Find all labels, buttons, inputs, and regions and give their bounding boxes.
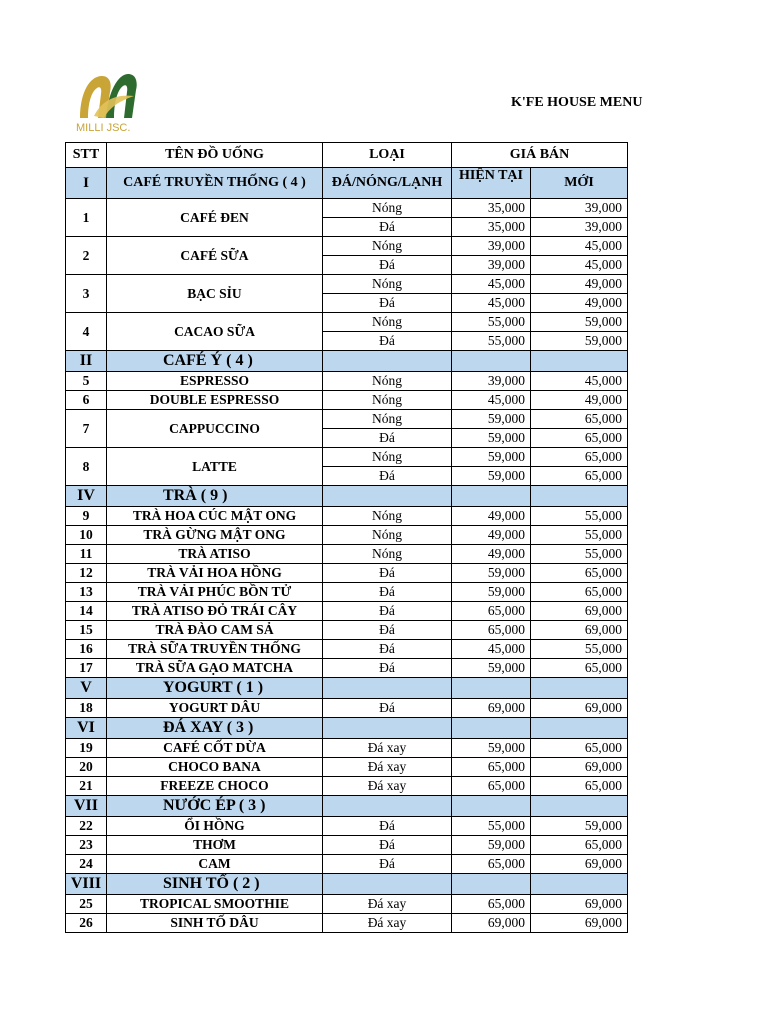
- section-blank: [323, 678, 452, 699]
- item-current-price: 65,000: [452, 602, 531, 621]
- section-number: VIII: [66, 874, 107, 895]
- column-header-name: TÊN ĐỒ UỐNG: [107, 143, 323, 168]
- item-number: 25: [66, 895, 107, 914]
- table-row: [66, 583, 628, 602]
- section-blank: [452, 351, 531, 372]
- item-type: Đá xay: [323, 758, 452, 777]
- item-number: 24: [66, 855, 107, 874]
- section-blank: [452, 874, 531, 895]
- table-row: [66, 758, 628, 777]
- item-new-price: 59,000: [531, 313, 628, 332]
- column-header-stt: STT: [66, 143, 107, 168]
- item-new-price: 49,000: [531, 391, 628, 410]
- item-current-price: 39,000: [452, 256, 531, 275]
- item-current-price: 39,000: [452, 372, 531, 391]
- section-row: [66, 796, 628, 817]
- item-new-price: 65,000: [531, 739, 628, 758]
- item-name: FREEZE CHOCO: [107, 777, 323, 796]
- table-row: [66, 275, 628, 294]
- section-number: VII: [66, 796, 107, 817]
- section-row: [66, 351, 628, 372]
- item-new-price: 55,000: [531, 640, 628, 659]
- item-type: Đá: [323, 294, 452, 313]
- item-name: CAM: [107, 855, 323, 874]
- column-header-price: GIÁ BÁN: [452, 143, 628, 168]
- item-current-price: 59,000: [452, 836, 531, 855]
- item-new-price: 45,000: [531, 256, 628, 275]
- item-type: Nóng: [323, 237, 452, 256]
- item-new-price: 65,000: [531, 659, 628, 678]
- section-blank: [452, 796, 531, 817]
- item-name: TRÀ ĐÀO CAM SẢ: [107, 621, 323, 640]
- item-name: BẠC SỈU: [107, 275, 323, 313]
- item-current-price: 65,000: [452, 855, 531, 874]
- item-current-price: 65,000: [452, 621, 531, 640]
- item-new-price: 69,000: [531, 895, 628, 914]
- table-row: [66, 895, 628, 914]
- item-new-price: 39,000: [531, 218, 628, 237]
- item-type: Đá xay: [323, 895, 452, 914]
- section-blank: [531, 796, 628, 817]
- item-current-price: 59,000: [452, 429, 531, 448]
- item-current-price: 59,000: [452, 467, 531, 486]
- item-new-price: 55,000: [531, 545, 628, 564]
- section-blank: [323, 486, 452, 507]
- item-current-price: 65,000: [452, 895, 531, 914]
- item-number: 9: [66, 507, 107, 526]
- item-number: 5: [66, 372, 107, 391]
- item-name: THƠM: [107, 836, 323, 855]
- item-type: Nóng: [323, 410, 452, 429]
- item-current-price: 55,000: [452, 313, 531, 332]
- item-current-price: 59,000: [452, 659, 531, 678]
- item-name: CAPPUCCINO: [107, 410, 323, 448]
- item-type: Đá: [323, 583, 452, 602]
- item-current-price: 59,000: [452, 583, 531, 602]
- item-number: 16: [66, 640, 107, 659]
- table-row: [66, 448, 628, 467]
- item-name: CACAO SỮA: [107, 313, 323, 351]
- item-current-price: 45,000: [452, 640, 531, 659]
- item-name: TRÀ SỮA GẠO MATCHA: [107, 659, 323, 678]
- item-name: TRÀ HOA CÚC MẬT ONG: [107, 507, 323, 526]
- table-row: [66, 410, 628, 429]
- item-new-price: 45,000: [531, 237, 628, 256]
- section-blank: [452, 678, 531, 699]
- section-number: I: [66, 168, 107, 199]
- item-type: Nóng: [323, 545, 452, 564]
- item-type: Đá: [323, 602, 452, 621]
- section-title: NƯỚC ÉP ( 3 ): [107, 796, 323, 817]
- item-type: Đá: [323, 256, 452, 275]
- section-blank: [323, 796, 452, 817]
- table-row: [66, 313, 628, 332]
- item-type: Đá xay: [323, 914, 452, 933]
- item-name: TRÀ VẢI PHÚC BỒN TỬ: [107, 583, 323, 602]
- item-new-price: 65,000: [531, 836, 628, 855]
- item-new-price: 69,000: [531, 914, 628, 933]
- section-row: [66, 874, 628, 895]
- section-title: ĐÁ XAY ( 3 ): [107, 718, 323, 739]
- table-row: [66, 391, 628, 410]
- section-title: YOGURT ( 1 ): [107, 678, 323, 699]
- section-blank: [452, 718, 531, 739]
- item-current-price: 35,000: [452, 218, 531, 237]
- item-current-price: 45,000: [452, 391, 531, 410]
- table-row: [66, 777, 628, 796]
- table-row: [66, 855, 628, 874]
- item-number: 11: [66, 545, 107, 564]
- section-number: VI: [66, 718, 107, 739]
- item-new-price: 55,000: [531, 507, 628, 526]
- table-row: [66, 564, 628, 583]
- item-number: 7: [66, 410, 107, 448]
- item-number: 14: [66, 602, 107, 621]
- item-number: 15: [66, 621, 107, 640]
- section-row: [66, 168, 628, 199]
- section-title: SINH TỐ ( 2 ): [107, 874, 323, 895]
- section-row: [66, 678, 628, 699]
- item-number: 4: [66, 313, 107, 351]
- item-new-price: 65,000: [531, 410, 628, 429]
- item-new-price: 69,000: [531, 758, 628, 777]
- item-type: Đá: [323, 855, 452, 874]
- table-row: [66, 237, 628, 256]
- item-type: Đá xay: [323, 739, 452, 758]
- item-new-price: 69,000: [531, 602, 628, 621]
- section-blank: [531, 351, 628, 372]
- item-type: Nóng: [323, 313, 452, 332]
- item-current-price: 69,000: [452, 699, 531, 718]
- section-title: CAFÉ TRUYỀN THỐNG ( 4 ): [107, 168, 323, 199]
- item-new-price: 49,000: [531, 294, 628, 313]
- milli-logo-icon: [76, 70, 142, 122]
- item-name: DOUBLE ESPRESSO: [107, 391, 323, 410]
- table-header-row: [66, 143, 628, 168]
- table-row: [66, 621, 628, 640]
- item-new-price: 59,000: [531, 332, 628, 351]
- section-blank: [531, 874, 628, 895]
- table-row: [66, 817, 628, 836]
- item-number: 23: [66, 836, 107, 855]
- item-type: Nóng: [323, 526, 452, 545]
- table-row: [66, 640, 628, 659]
- item-name: CAFÉ ĐEN: [107, 199, 323, 237]
- table-row: [66, 602, 628, 621]
- item-type: Đá: [323, 817, 452, 836]
- item-type: Nóng: [323, 448, 452, 467]
- item-current-price: 65,000: [452, 777, 531, 796]
- item-new-price: 65,000: [531, 564, 628, 583]
- milli-logo: [76, 70, 142, 138]
- item-type: Đá: [323, 467, 452, 486]
- menu-title: K'FE HOUSE MENU: [511, 95, 643, 110]
- item-name: CAFÉ SỮA: [107, 237, 323, 275]
- item-name: YOGURT DÂU: [107, 699, 323, 718]
- section-blank: [323, 718, 452, 739]
- section-blank: [531, 678, 628, 699]
- item-number: 18: [66, 699, 107, 718]
- item-new-price: 65,000: [531, 429, 628, 448]
- item-number: 21: [66, 777, 107, 796]
- section-blank: [531, 718, 628, 739]
- item-new-price: 65,000: [531, 448, 628, 467]
- item-number: 2: [66, 237, 107, 275]
- table-row: [66, 914, 628, 933]
- item-type: Đá: [323, 621, 452, 640]
- item-name: TRÀ GỪNG MẬT ONG: [107, 526, 323, 545]
- item-name: CHOCO BANA: [107, 758, 323, 777]
- new-price-header: MỚI: [531, 168, 628, 199]
- logo-text: MILLI JSC.: [76, 122, 131, 134]
- section-title: TRÀ ( 9 ): [107, 486, 323, 507]
- item-new-price: 69,000: [531, 621, 628, 640]
- item-new-price: 55,000: [531, 526, 628, 545]
- item-name: TROPICAL SMOOTHIE: [107, 895, 323, 914]
- item-type: Đá: [323, 659, 452, 678]
- table-row: [66, 545, 628, 564]
- table-row: [66, 507, 628, 526]
- item-type: Nóng: [323, 391, 452, 410]
- section-row: [66, 718, 628, 739]
- table-row: [66, 739, 628, 758]
- item-number: 17: [66, 659, 107, 678]
- item-current-price: 45,000: [452, 294, 531, 313]
- item-name: SINH TỐ DÂU: [107, 914, 323, 933]
- item-current-price: 49,000: [452, 526, 531, 545]
- item-number: 19: [66, 739, 107, 758]
- item-type: Đá: [323, 640, 452, 659]
- item-number: 26: [66, 914, 107, 933]
- item-name: TRÀ ATISO ĐỎ TRÁI CÂY: [107, 602, 323, 621]
- item-name: TRÀ VẢI HOA HỒNG: [107, 564, 323, 583]
- item-new-price: 65,000: [531, 777, 628, 796]
- item-new-price: 69,000: [531, 699, 628, 718]
- item-number: 20: [66, 758, 107, 777]
- item-current-price: 59,000: [452, 739, 531, 758]
- item-current-price: 59,000: [452, 410, 531, 429]
- item-number: 10: [66, 526, 107, 545]
- item-number: 3: [66, 275, 107, 313]
- item-new-price: 59,000: [531, 817, 628, 836]
- price-table: [65, 142, 628, 933]
- item-type: Đá: [323, 429, 452, 448]
- item-number: 13: [66, 583, 107, 602]
- item-type: Nóng: [323, 199, 452, 218]
- item-number: 22: [66, 817, 107, 836]
- item-type: Đá: [323, 332, 452, 351]
- item-type: Nóng: [323, 507, 452, 526]
- section-blank: [323, 351, 452, 372]
- section-blank: [452, 486, 531, 507]
- item-current-price: 55,000: [452, 332, 531, 351]
- section-type-header: ĐÁ/NÓNG/LẠNH: [323, 168, 452, 199]
- item-current-price: 59,000: [452, 564, 531, 583]
- item-type: Đá xay: [323, 777, 452, 796]
- section-blank: [323, 874, 452, 895]
- item-type: Nóng: [323, 372, 452, 391]
- item-name: TRÀ SỮA TRUYỀN THỐNG: [107, 640, 323, 659]
- item-type: Đá: [323, 699, 452, 718]
- section-title: CAFÉ Ý ( 4 ): [107, 351, 323, 372]
- item-current-price: 49,000: [452, 545, 531, 564]
- item-current-price: 55,000: [452, 817, 531, 836]
- item-number: 6: [66, 391, 107, 410]
- section-number: II: [66, 351, 107, 372]
- table-row: [66, 199, 628, 218]
- item-name: CAFÉ CỐT DỪA: [107, 739, 323, 758]
- item-number: 1: [66, 199, 107, 237]
- item-type: Đá: [323, 564, 452, 583]
- table-row: [66, 526, 628, 545]
- item-current-price: 65,000: [452, 758, 531, 777]
- item-number: 12: [66, 564, 107, 583]
- item-new-price: 65,000: [531, 583, 628, 602]
- section-number: V: [66, 678, 107, 699]
- item-name: ỔI HỒNG: [107, 817, 323, 836]
- item-new-price: 45,000: [531, 372, 628, 391]
- table-row: [66, 699, 628, 718]
- item-current-price: 45,000: [452, 275, 531, 294]
- table-row: [66, 372, 628, 391]
- section-number: IV: [66, 486, 107, 507]
- item-current-price: 39,000: [452, 237, 531, 256]
- item-new-price: 49,000: [531, 275, 628, 294]
- item-type: Nóng: [323, 275, 452, 294]
- item-current-price: 49,000: [452, 507, 531, 526]
- current-price-header: HIỆN TẠI: [452, 168, 531, 199]
- item-name: LATTE: [107, 448, 323, 486]
- item-new-price: 39,000: [531, 199, 628, 218]
- table-row: [66, 836, 628, 855]
- item-type: Đá: [323, 836, 452, 855]
- section-row: [66, 486, 628, 507]
- table-row: [66, 659, 628, 678]
- item-type: Đá: [323, 218, 452, 237]
- column-header-type: LOẠI: [323, 143, 452, 168]
- item-number: 8: [66, 448, 107, 486]
- item-name: TRÀ ATISO: [107, 545, 323, 564]
- item-name: ESPRESSO: [107, 372, 323, 391]
- section-blank: [531, 486, 628, 507]
- item-new-price: 65,000: [531, 467, 628, 486]
- item-current-price: 35,000: [452, 199, 531, 218]
- item-current-price: 59,000: [452, 448, 531, 467]
- item-new-price: 69,000: [531, 855, 628, 874]
- item-current-price: 69,000: [452, 914, 531, 933]
